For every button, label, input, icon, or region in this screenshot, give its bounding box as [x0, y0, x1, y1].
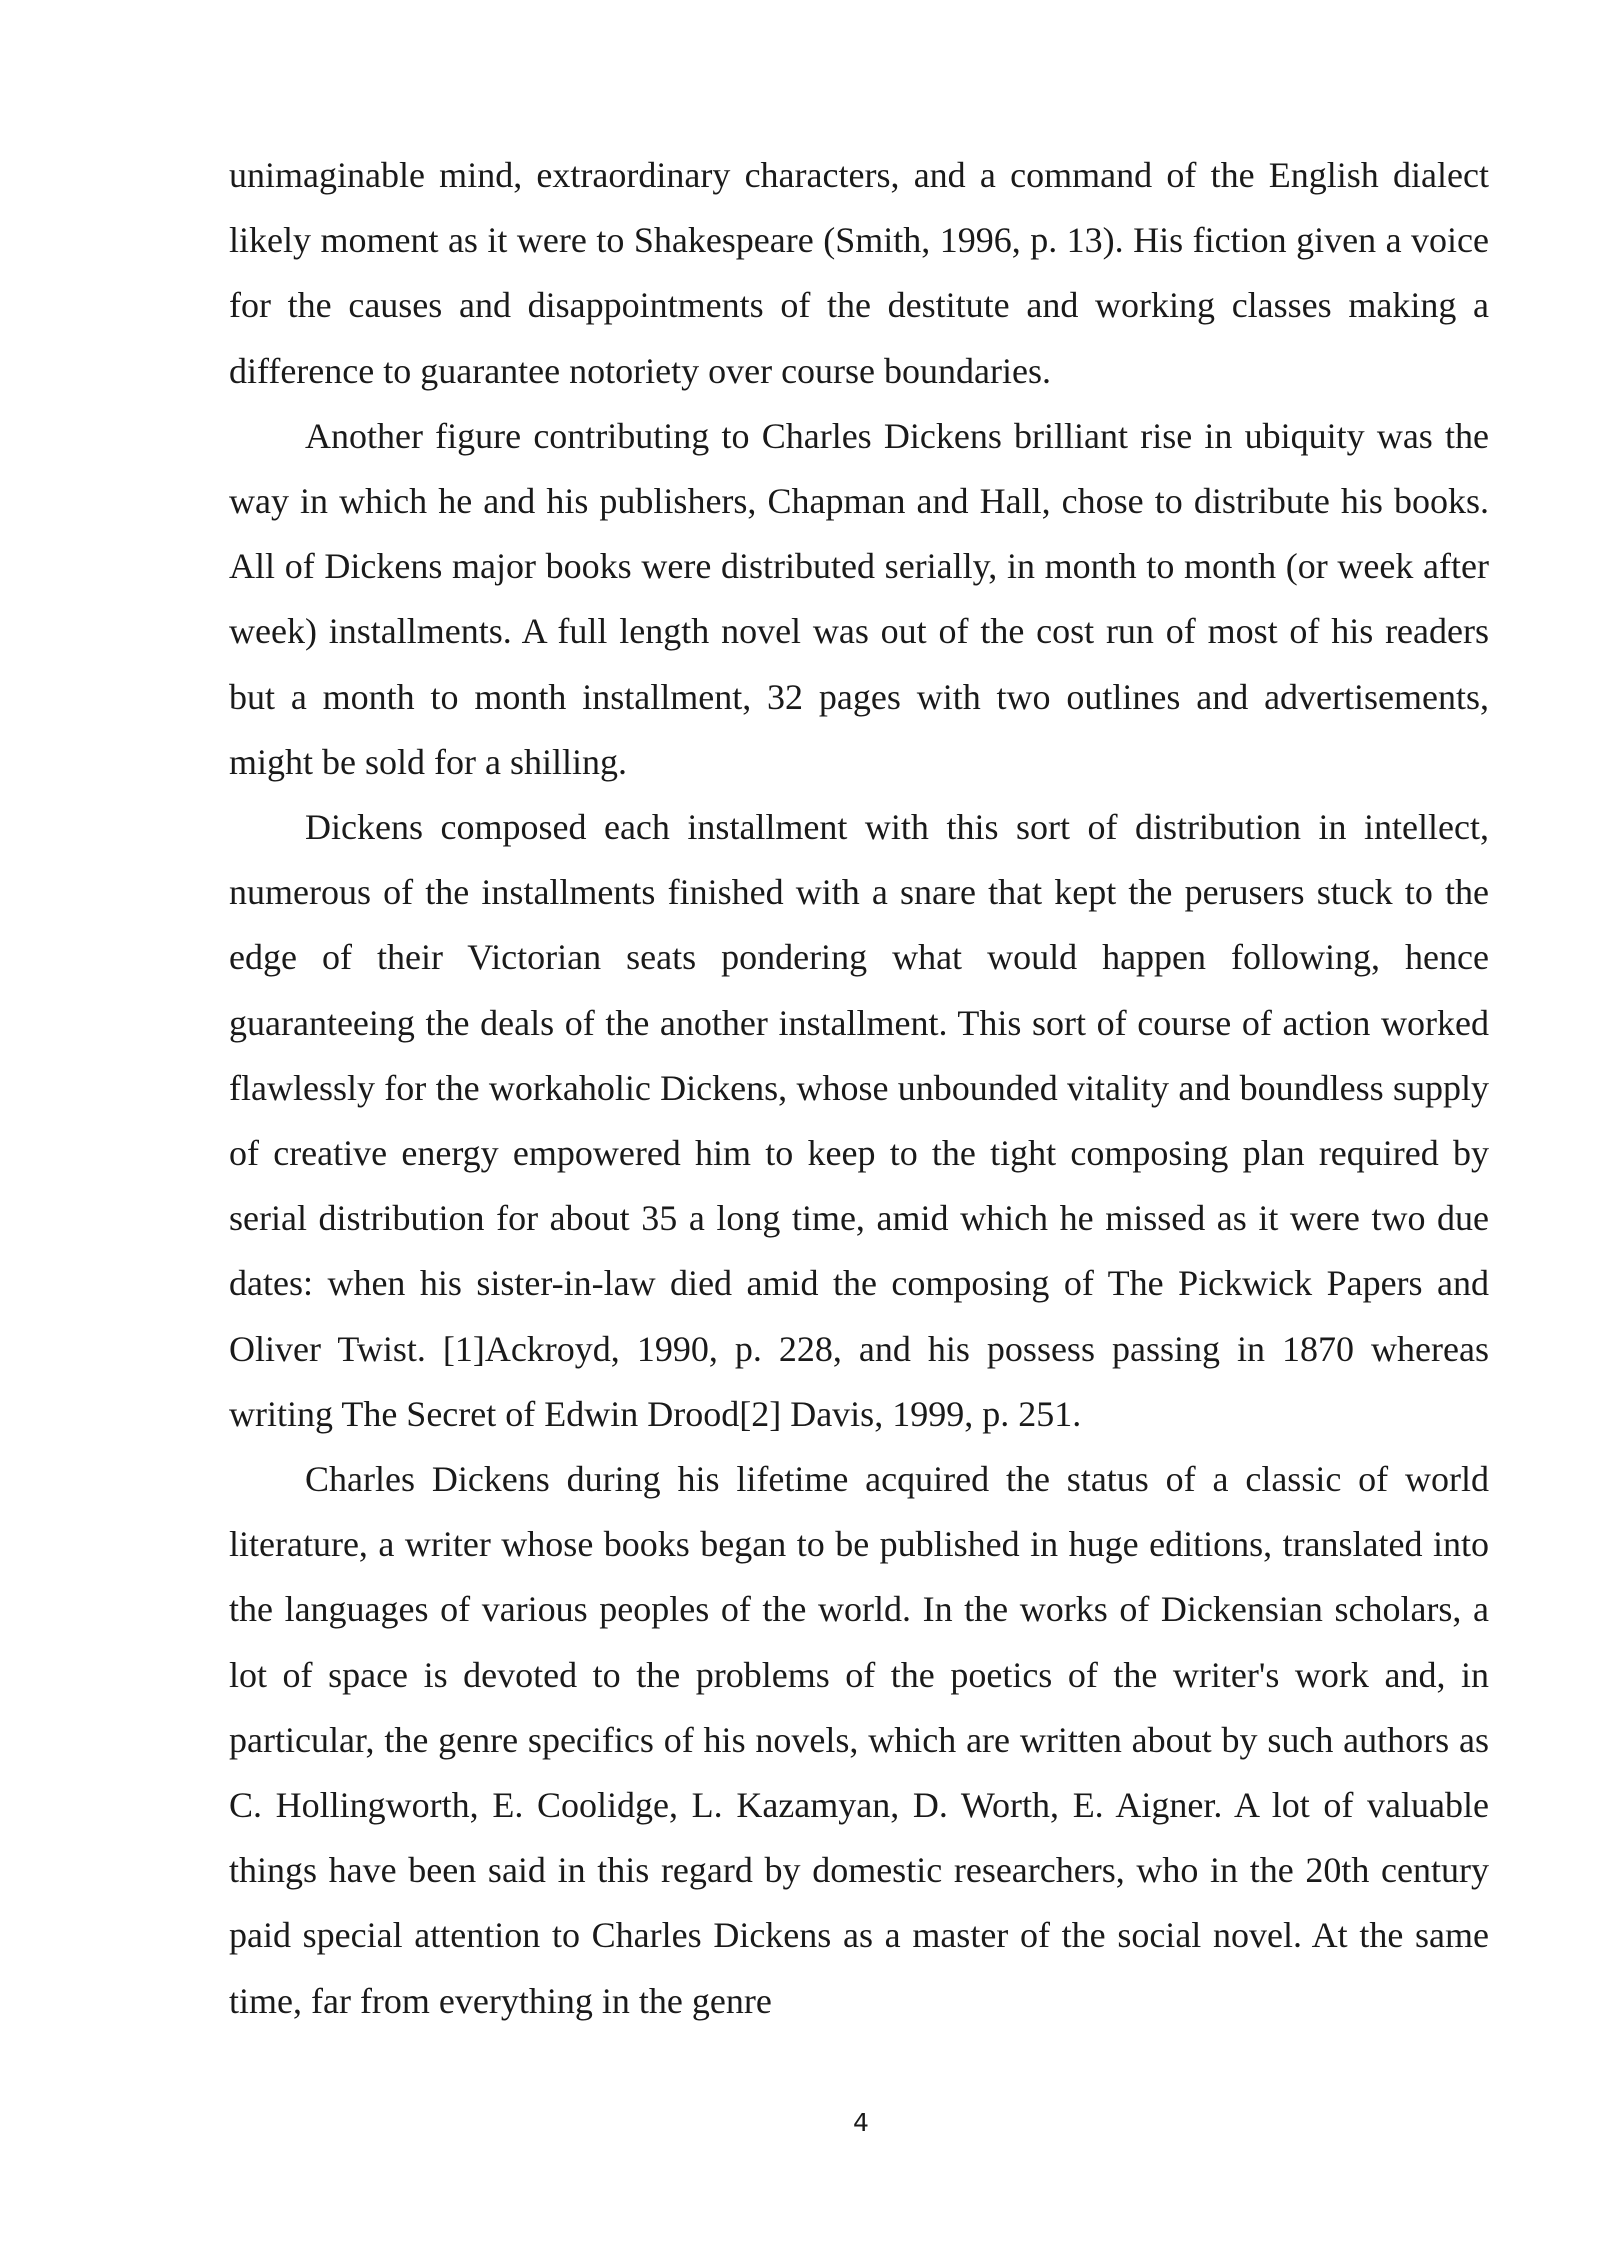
paragraph-continuation: unimaginable mind, extraordinary characters, and a command of the English dialect likely moment as it were to Shakespeare (Smith, 1996, p. 13). His fiction given a voice for the causes and disappointments of the destitute and working classes making a difference to guarantee notoriety over course boundaries.: [229, 155, 1489, 391]
page-number: 4: [853, 2108, 869, 2137]
paragraph-publishing: Another figure contributing to Charles Dickens brilliant rise in ubiquity was the way in which he and his publishers, Chapman and Hall, chose to distribute his books. All of Dickens major books were distributed serially, in month to month (or week after week) installments. A full length novel was out of the cost run of most of his readers but a month to month installment, 32 pages with two outlines and advertisements, might be sold for a shilling.: [229, 415, 1489, 782]
paragraph-scholarship: Charles Dickens during his lifetime acquired the status of a classic of world literature, a writer whose books began to be published in huge editions, translated into the languages of various peoples of the world. In the works of Dickensian scholars, a lot of space is devoted to the problems of the poetics of the writer's work and, in particular, the genre specifics of his novels, which are written about by such authors as C. Hollingworth, E. Coolidge, L. Kazamyan, D. Worth, E. Aigner. A lot of valuable things have been said in this regard by domestic researchers, who in the 20th century paid special attention to Charles Dickens as a master of the social novel. At the same time, far from everything in the genre: [229, 1459, 1489, 2021]
paragraph-installments: Dickens composed each installment with this sort of distribution in intellect, numerous of the installments finished with a snare that kept the perusers stuck to the edge of their Victorian seats pondering what would happen following, hence guaranteeing the deals of the another installment. This sort of course of action worked flawlessly for the workaholic Dickens, whose unbounded vitality and boundless supply of creative energy empowered him to keep to the tight composing plan required by serial distribution for about 35 a long time, amid which he missed as it were two due dates: when his sister-in-law died amid the composing of The Pickwick Papers and Oliver Twist. [1]Ackroyd, 1990, p. 228, and his possess passing in 1870 whereas writing The Secret of Edwin Drood[2] Davis, 1999, p. 251.: [229, 807, 1489, 1434]
body-text: [229, 143, 1489, 2034]
